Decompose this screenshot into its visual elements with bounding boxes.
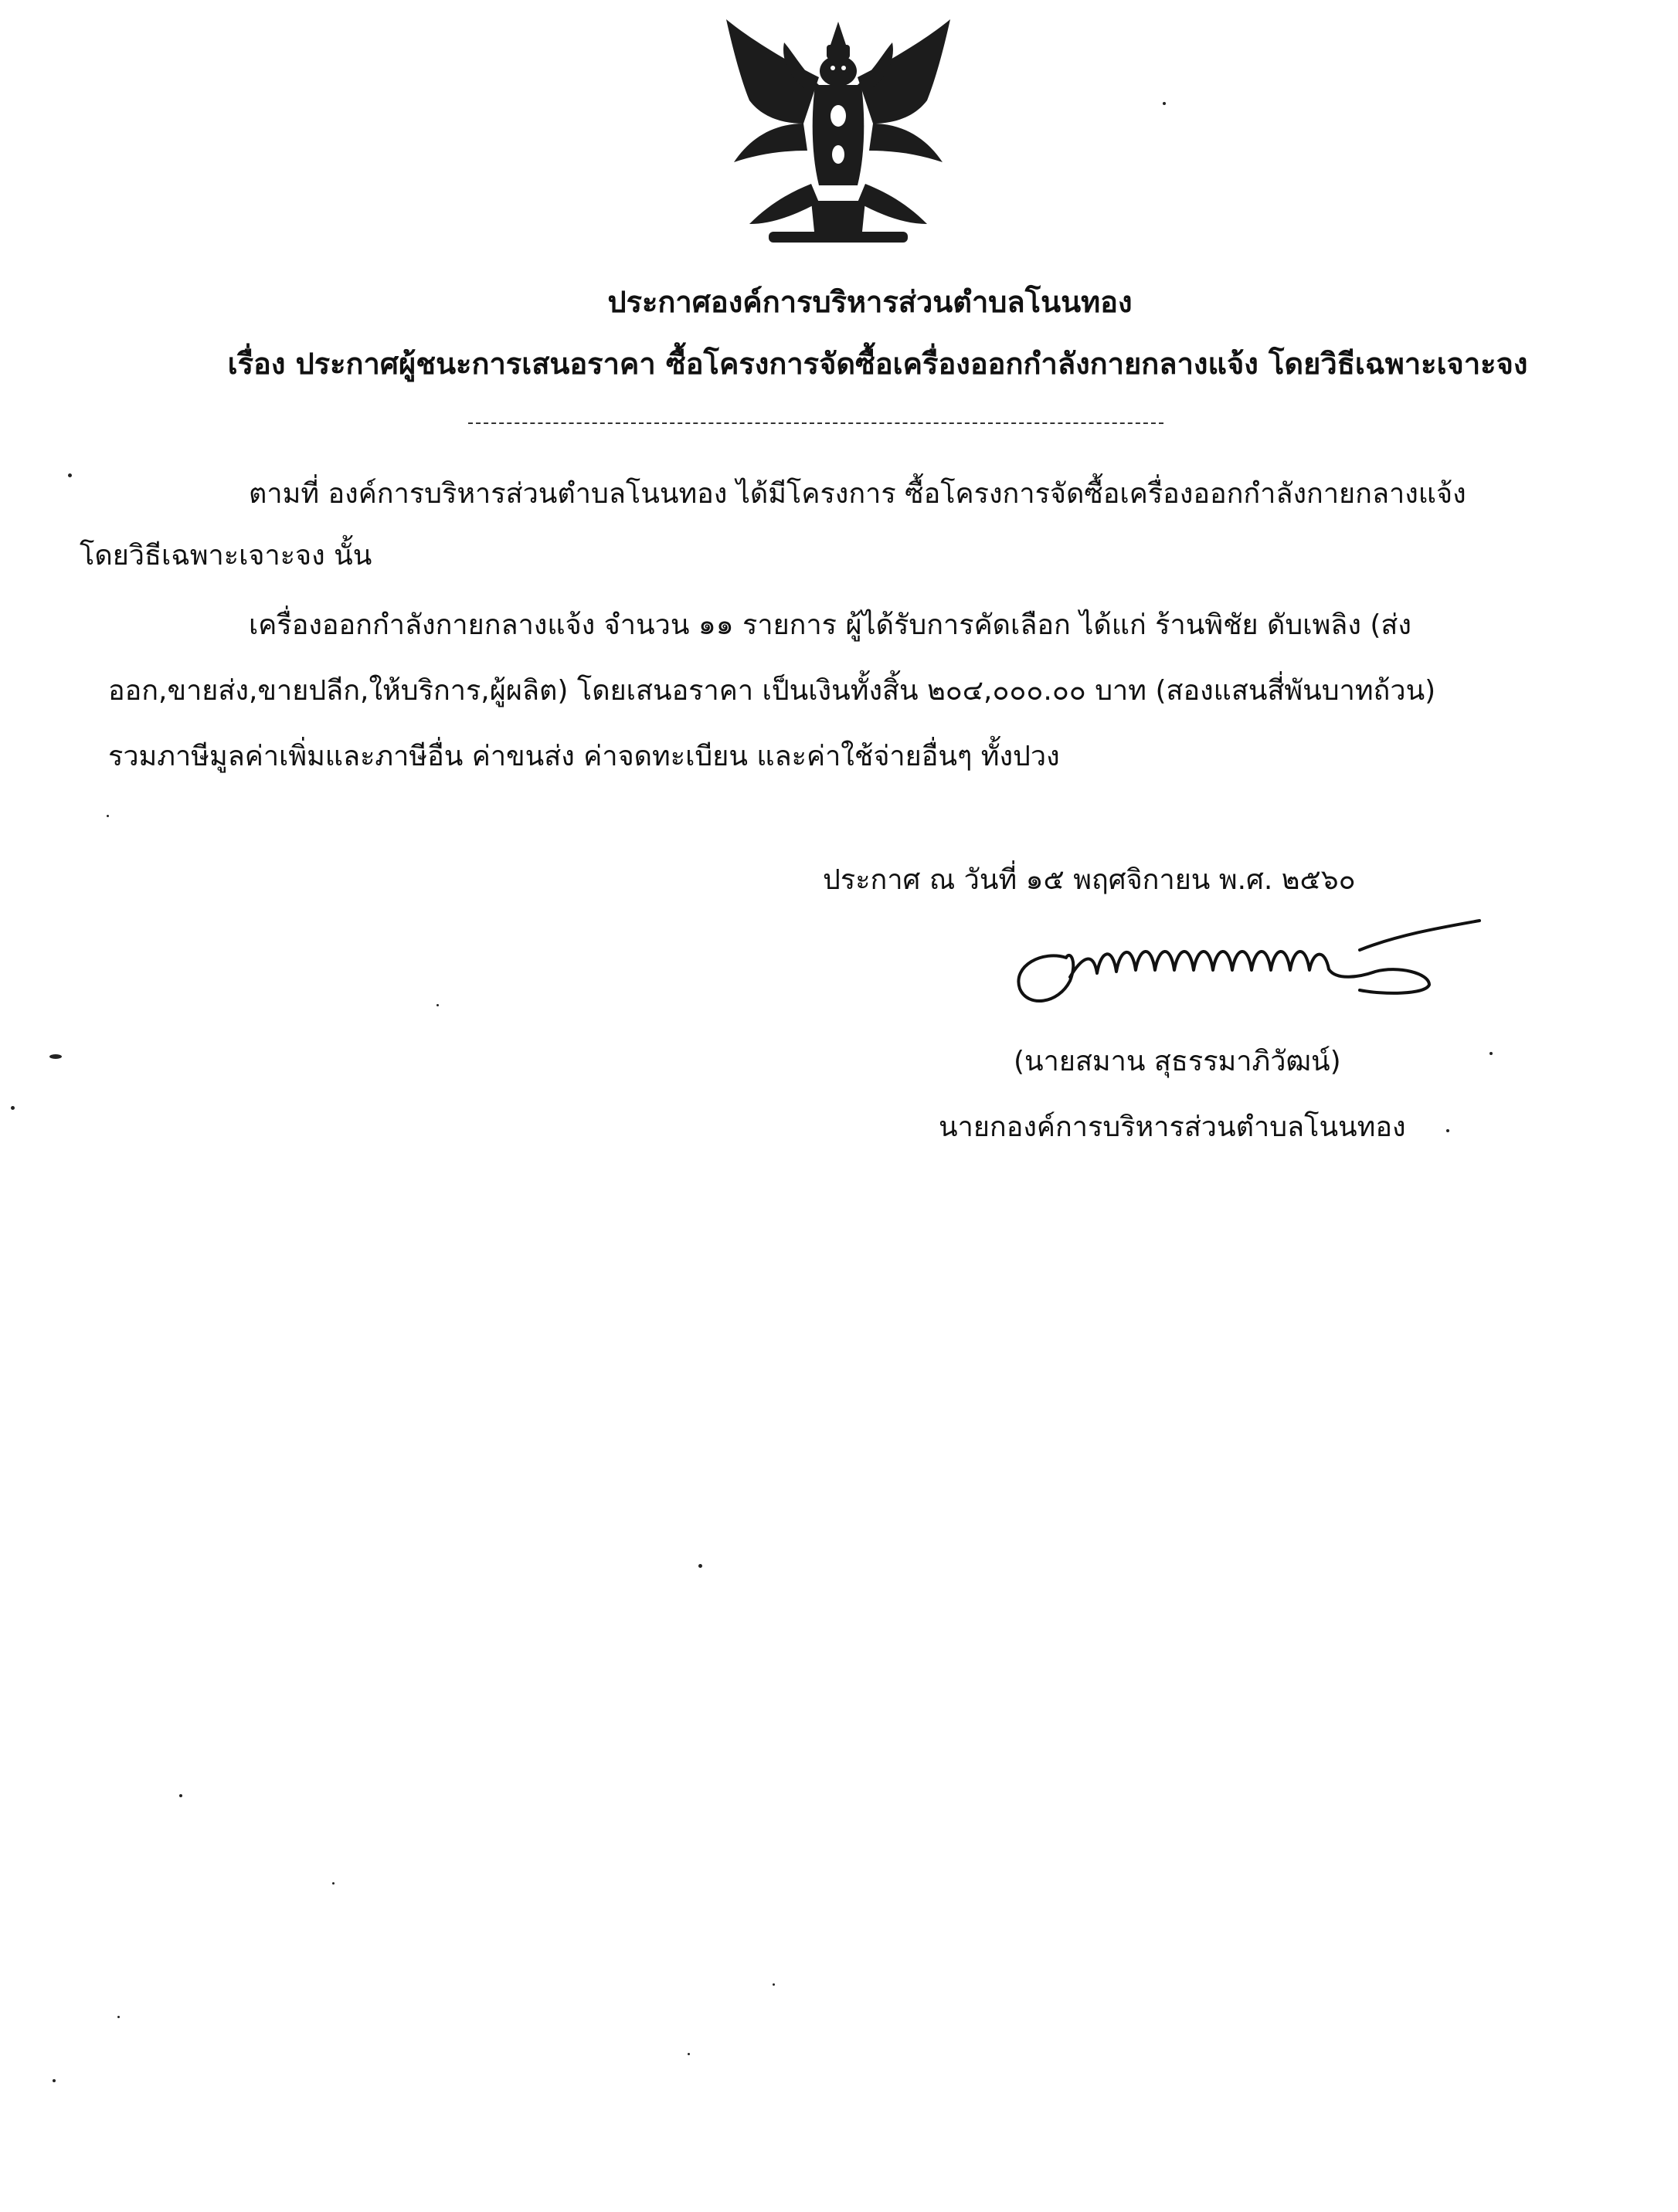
paragraph-2-line-1: เครื่องออกกำลังกายกลางแจ้ง จำนวน ๑๑ รายการ ผู้ได้รับการคัดเลือก ได้แก่ ร้านพิชัย ดับเพลิง (ส่ง bbox=[249, 609, 1411, 641]
scan-speck bbox=[53, 2079, 56, 2082]
announcement-title: ประกาศองค์การบริหารส่วนตำบลโนนทอง bbox=[607, 285, 1133, 319]
announcement-date: ประกาศ ณ วันที่ ๑๕ พฤศจิกายน พ.ศ. ๒๕๖๐ bbox=[823, 864, 1356, 896]
scan-speck bbox=[688, 2053, 690, 2055]
scan-speck bbox=[332, 1882, 335, 1885]
separator-line bbox=[468, 422, 1163, 424]
paragraph-2-line-2: ออก,ขายส่ง,ขายปลีก,ให้บริการ,ผู้ผลิต) โดยเสนอราคา เป็นเงินทั้งสิ้น ๒๐๔,๐๐๐.๐๐ บาท (สองแสนสี่พันบาทถ้วน) bbox=[108, 675, 1436, 707]
scan-speck bbox=[436, 1004, 439, 1006]
scan-speck bbox=[179, 1794, 182, 1797]
scan-speck bbox=[49, 1054, 62, 1059]
scan-speck bbox=[68, 473, 72, 477]
garuda-emblem-icon bbox=[695, 8, 981, 255]
signature-icon bbox=[997, 904, 1491, 1019]
scan-speck bbox=[1163, 102, 1166, 105]
paragraph-1-line-2: โดยวิธีเฉพาะเจาะจง นั้น bbox=[80, 540, 372, 572]
scan-speck bbox=[773, 1983, 775, 1986]
scan-speck bbox=[107, 815, 109, 817]
paragraph-2-line-3: รวมภาษีมูลค่าเพิ่มและภาษีอื่น ค่าขนส่ง ค่าจดทะเบียน และค่าใช้จ่ายอื่นๆ ทั้งปวง bbox=[108, 741, 1060, 772]
scan-speck bbox=[1489, 1052, 1493, 1055]
scan-speck bbox=[117, 2016, 120, 2018]
scan-speck bbox=[1446, 1129, 1449, 1132]
signer-position: นายกองค์การบริหารส่วนตำบลโนนทอง bbox=[939, 1111, 1406, 1143]
paragraph-1-line-1: ตามที่ องค์การบริหารส่วนตำบลโนนทอง ได้มีโครงการ ซื้อโครงการจัดซื้อเครื่องออกกำลังกายกลางแจ้ง bbox=[249, 478, 1466, 510]
signer-name: (นายสมาน สุธรรมาภิวัฒน์) bbox=[1014, 1046, 1341, 1077]
scan-speck bbox=[11, 1106, 15, 1110]
announcement-subject: เรื่อง ประกาศผู้ชนะการเสนอราคา ซื้อโครงการจัดซื้อเครื่องออกกำลังกายกลางแจ้ง โดยวิธีเฉพาะเจาะจง bbox=[227, 347, 1528, 381]
scan-speck bbox=[698, 1564, 702, 1568]
